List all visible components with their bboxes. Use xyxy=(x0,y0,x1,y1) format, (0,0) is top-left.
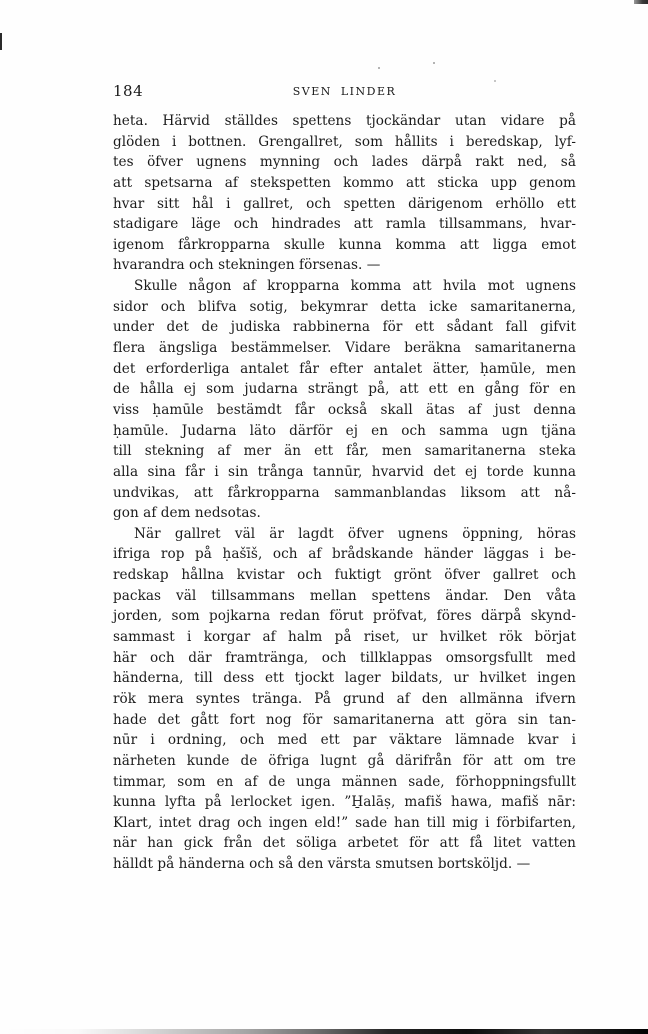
scan-artifact-speck xyxy=(378,67,380,69)
text-line: nūr i ordning, och med ett par väktare lämnade kvar i xyxy=(113,732,576,749)
text-line: hvarandra och stekningen försenas. — xyxy=(113,257,381,274)
text-line: sidor och blifva sotig, bekymrar detta icke samaritanerna, xyxy=(113,298,576,315)
text-line: glöden i bottnen. Grengallret, som hållits i beredskap, lyf- xyxy=(113,133,576,150)
scan-artifact-speck xyxy=(494,80,496,82)
text-line: jorden, som pojkarna redan förut pröfvat, föres därpå skynd- xyxy=(113,608,576,625)
text-line: händerna, till dess ett tjockt lager bildats, ur hvilket ingen xyxy=(113,670,576,687)
text-line: under det de judiska rabbinerna för ett sådant fall gifvit xyxy=(113,319,576,336)
page-header xyxy=(113,82,576,98)
text-line: gon af dem nedsotas. xyxy=(113,505,261,522)
text-line: ḥamūle. Judarna läto därför ej en och samma ugn tjäna xyxy=(113,422,576,439)
text-line: det erforderliga antalet får efter antalet ätter, ḥamūle, men xyxy=(113,360,576,377)
scan-artifact-speck xyxy=(433,62,435,64)
text-line: undvikas, att fårkropparna sammanblandas liksom att nå- xyxy=(113,484,576,501)
text-line: tes öfver ugnens mynning och lades därpå rakt ned, så xyxy=(113,154,576,171)
text-line: de hålla ej som judarna strängt på, att ett en gång för en xyxy=(113,381,576,398)
text-line: när han gick från det söliga arbetet för att få litet vatten xyxy=(113,835,576,852)
text-line: här och där framtränga, och tillklappas omsorgsfullt med xyxy=(113,649,576,666)
text-line: alla sina får i sin trånga tannūr, hvarvid det ej torde kunna xyxy=(113,463,576,480)
text-line: stadigare läge och hindrades att ramla tillsammans, hvar- xyxy=(113,216,576,233)
text-line: hälldt på händerna och så den värsta smutsen bortsköljd. — xyxy=(113,856,531,873)
text-line: packas väl tillsammans mellan spettens ändar. Den våta xyxy=(113,587,576,604)
text-line: kunna lyfta på lerlocket igen. ”H̱alāṣ, mafiš hawa, mafiš nār: xyxy=(113,794,576,811)
text-line: närheten kunde de öfriga lugnt gå därifrån för att om tre xyxy=(113,752,576,769)
text-line: sammast i korgar af halm på riset, ur hvilket rök börjat xyxy=(113,629,576,646)
running-head: SVEN LINDER xyxy=(292,85,397,98)
text-line: till stekning af mer än ett får, men samaritanerna steka xyxy=(113,443,576,460)
text-line: ifriga rop på ḥašīš, och af brådskande händer läggas i be- xyxy=(113,546,576,563)
scan-artifact-corner xyxy=(634,0,648,4)
text-line: igenom fårkropparna skulle kunna komma att ligga emot xyxy=(113,236,576,253)
text-line: När gallret väl är lagdt öfver ugnens öppning, höras xyxy=(134,525,576,542)
text-line: heta. Härvid ställdes spettens tjockändar utan vidare på xyxy=(113,113,576,129)
text-line: hade det gått fort nog för samaritanerna att göra sin tan- xyxy=(113,711,576,728)
scan-artifact-left-edge xyxy=(0,33,2,50)
scan-artifact-bottom-edge xyxy=(0,1029,648,1034)
paragraph xyxy=(113,524,576,875)
text-block xyxy=(113,111,576,875)
text-line: Skulle någon af kropparna komma att hvila mot ugnens xyxy=(134,278,576,295)
text-line: redskap hållna kvistar och fuktigt grönt öfver gallret och xyxy=(113,567,576,584)
text-line: viss ḥamūle bestämdt får också skall ätas af just denna xyxy=(113,401,576,418)
text-line: timmar, som en af de unga männen sade, förhoppningsfullt xyxy=(113,773,576,790)
text-line: flera ängsliga bestämmelser. Vidare beräkna samaritanerna xyxy=(113,340,576,357)
paragraph xyxy=(113,111,576,276)
paragraph xyxy=(113,276,576,524)
text-line: att spetsarna af stekspetten kommo att sticka upp genom xyxy=(113,174,576,191)
page-number: 184 xyxy=(113,82,144,100)
text-line: Klart, intet drag och ingen eld!” sade han till mig i förbifarten, xyxy=(113,814,576,831)
text-line: hvar sitt hål i gallret, och spetten därigenom erhöllo ett xyxy=(113,195,576,212)
text-line: rök mera syntes tränga. På grund af den allmänna ifvern xyxy=(113,690,576,707)
